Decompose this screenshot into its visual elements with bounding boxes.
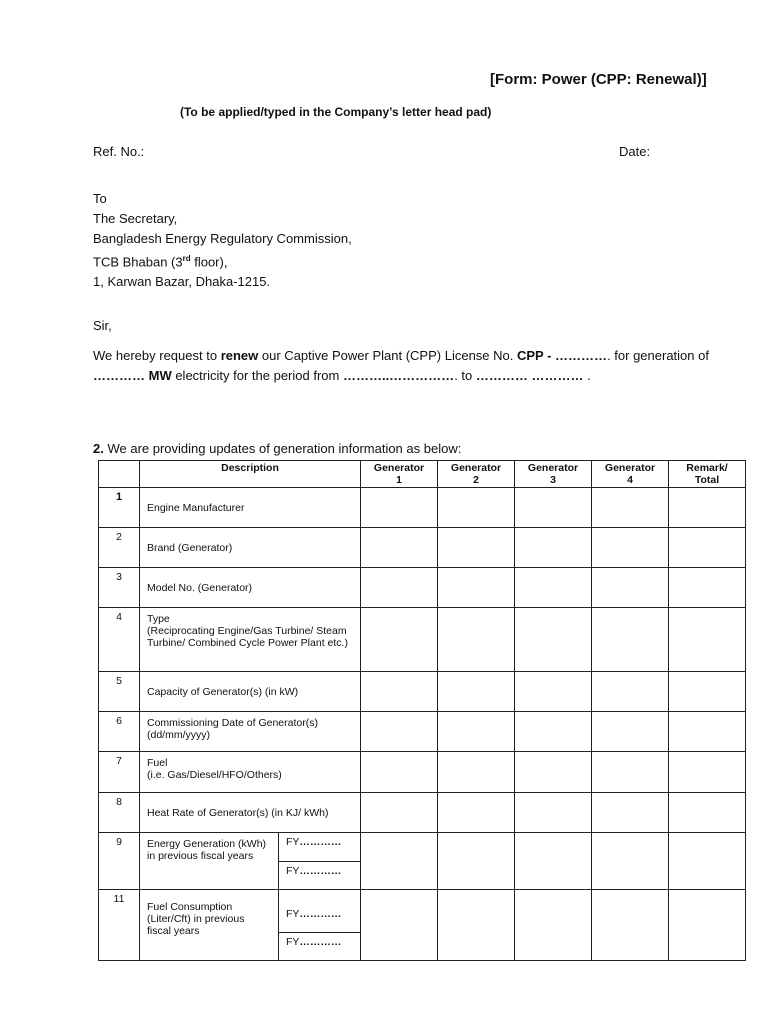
- row-description: Capacity of Generator(s) (in kW): [140, 672, 361, 712]
- data-cell[interactable]: [515, 528, 592, 568]
- table-row: [99, 488, 746, 528]
- desc-text: Energy Generation (kWh) in previous fiscal years: [147, 838, 267, 862]
- mw-blank: ………… MW: [93, 368, 172, 383]
- fy-blank: …………: [299, 836, 342, 848]
- data-cell[interactable]: [515, 712, 592, 752]
- data-cell[interactable]: [592, 528, 669, 568]
- data-cell[interactable]: [592, 833, 669, 890]
- generation-info-table: [98, 460, 746, 961]
- data-cell[interactable]: [592, 568, 669, 608]
- table-header-row: [99, 461, 746, 488]
- data-cell[interactable]: [361, 712, 438, 752]
- row-number: 11: [99, 890, 140, 961]
- data-cell[interactable]: [361, 890, 438, 961]
- table-row: [99, 712, 746, 752]
- period-to-blank: ………… …………: [475, 368, 584, 383]
- fy-blank: …………: [299, 865, 342, 877]
- request-text: We hereby request to: [93, 348, 221, 363]
- fiscal-year-cell[interactable]: [279, 890, 361, 933]
- cpp-license-blank: CPP - …………: [517, 348, 608, 363]
- data-cell[interactable]: [669, 528, 746, 568]
- ordinal-suffix: rd: [182, 254, 191, 263]
- header-text: Generator: [450, 462, 502, 474]
- row-number: 7: [99, 752, 140, 793]
- fiscal-year-cell[interactable]: [279, 833, 361, 862]
- row-description: Brand (Generator): [140, 528, 361, 568]
- table-row: [99, 752, 746, 793]
- row-description: [140, 712, 361, 752]
- data-cell[interactable]: [361, 488, 438, 528]
- row-number: 2: [99, 528, 140, 568]
- row-number: 9: [99, 833, 140, 890]
- row-description: [140, 890, 279, 961]
- desc-title: Fuel: [147, 757, 168, 769]
- data-cell[interactable]: [438, 528, 515, 568]
- header-text: Generator: [604, 462, 656, 474]
- data-cell[interactable]: [515, 568, 592, 608]
- request-paragraph: [93, 346, 709, 386]
- request-text: . for generation of: [607, 348, 709, 363]
- desc-detail: (i.e. Gas/Diesel/HFO/Others): [147, 769, 282, 781]
- data-cell[interactable]: [669, 712, 746, 752]
- row-description: Heat Rate of Generator(s) (in KJ/ kWh): [140, 793, 361, 833]
- data-cell[interactable]: [438, 752, 515, 793]
- recipient-address: [93, 189, 352, 292]
- data-cell[interactable]: [592, 752, 669, 793]
- data-cell[interactable]: [438, 568, 515, 608]
- header-text: Remark/: [686, 462, 728, 474]
- row-description: Model No. (Generator): [140, 568, 361, 608]
- row-number: 3: [99, 568, 140, 608]
- desc-detail: (Reciprocating Engine/Gas Turbine/ Steam Turbine/ Combined Cycle Power Plant etc.): [147, 625, 348, 649]
- header-cell: [99, 461, 140, 488]
- data-cell[interactable]: [515, 833, 592, 890]
- table-row: [99, 890, 746, 933]
- data-cell[interactable]: [669, 608, 746, 672]
- header-text: 3: [550, 474, 556, 486]
- data-cell[interactable]: [361, 833, 438, 890]
- fy-blank: …………: [299, 908, 342, 920]
- data-cell[interactable]: [669, 568, 746, 608]
- header-generator-4: [592, 461, 669, 488]
- data-cell[interactable]: [361, 672, 438, 712]
- data-cell[interactable]: [669, 890, 746, 961]
- table-row: [99, 672, 746, 712]
- row-description: [140, 752, 361, 793]
- date-label: Date:: [619, 144, 651, 159]
- header-text: 4: [627, 474, 633, 486]
- table-row: [99, 608, 746, 672]
- row-description: Engine Manufacturer: [140, 488, 361, 528]
- header-text: 2: [473, 474, 479, 486]
- data-cell[interactable]: [592, 793, 669, 833]
- row-number: 6: [99, 712, 140, 752]
- header-generator-1: [361, 461, 438, 488]
- data-cell[interactable]: [669, 793, 746, 833]
- data-cell[interactable]: [515, 752, 592, 793]
- data-cell[interactable]: [592, 672, 669, 712]
- desc-text: Commissioning Date of Generator(s) (dd/mm/yyyy): [147, 717, 318, 741]
- table-row: [99, 528, 746, 568]
- address-line: The Secretary,: [93, 211, 178, 226]
- header-description: Description: [140, 461, 361, 488]
- fy-prefix: FY: [286, 936, 300, 948]
- data-cell[interactable]: [361, 752, 438, 793]
- data-cell[interactable]: [438, 672, 515, 712]
- data-cell[interactable]: [515, 890, 592, 961]
- data-cell[interactable]: [515, 672, 592, 712]
- data-cell[interactable]: [515, 608, 592, 672]
- fiscal-year-cell[interactable]: [279, 862, 361, 890]
- data-cell[interactable]: [669, 833, 746, 890]
- period-from-blank: ………..……………: [342, 368, 455, 383]
- data-cell[interactable]: [361, 568, 438, 608]
- address-line: [93, 249, 352, 272]
- header-remark-total: [669, 461, 746, 488]
- request-text: our Captive Power Plant (CPP) License No.: [258, 348, 517, 363]
- section-text: We are providing updates of generation information as below:: [103, 441, 462, 456]
- table-row: [99, 793, 746, 833]
- section-2-heading: [93, 441, 461, 456]
- ref-no-label: Ref. No.:: [93, 144, 145, 159]
- data-cell[interactable]: [438, 890, 515, 961]
- address-text: TCB Bhaban (3: [93, 254, 183, 270]
- data-cell[interactable]: [515, 793, 592, 833]
- address-line: 1, Karwan Bazar, Dhaka-1215.: [93, 274, 271, 290]
- section-number: 2.: [93, 441, 104, 456]
- header-text: Total: [694, 474, 720, 486]
- row-number: 4: [99, 608, 140, 672]
- data-cell[interactable]: [438, 712, 515, 752]
- form-title: [Form: Power (CPP: Renewal)]: [490, 71, 707, 88]
- data-cell[interactable]: [361, 528, 438, 568]
- data-cell[interactable]: [669, 672, 746, 712]
- fy-blank: …………: [299, 936, 342, 948]
- data-cell[interactable]: [592, 890, 669, 961]
- header-text: 1: [396, 474, 402, 486]
- data-cell[interactable]: [438, 488, 515, 528]
- fy-prefix: FY: [286, 908, 300, 920]
- data-cell[interactable]: [361, 608, 438, 672]
- data-cell[interactable]: [438, 793, 515, 833]
- salutation: Sir,: [93, 318, 112, 333]
- data-cell[interactable]: [592, 608, 669, 672]
- row-number: 1: [99, 488, 140, 528]
- request-text: .: [583, 368, 591, 383]
- row-description: [140, 608, 361, 672]
- request-text: . to: [454, 368, 476, 383]
- request-text: electricity for the period from: [171, 368, 343, 383]
- row-number: 8: [99, 793, 140, 833]
- row-description: [140, 833, 279, 890]
- data-cell[interactable]: [669, 752, 746, 793]
- address-line: Bangladesh Energy Regulatory Commission,: [93, 231, 352, 246]
- letterhead-note: (To be applied/typed in the Company’s letter head pad): [180, 105, 492, 119]
- data-cell[interactable]: [438, 833, 515, 890]
- data-cell[interactable]: [669, 488, 746, 528]
- table-row: [99, 833, 746, 862]
- fy-prefix: FY: [286, 865, 300, 877]
- data-cell[interactable]: [592, 712, 669, 752]
- data-cell[interactable]: [515, 488, 592, 528]
- desc-text: Fuel Consumption (Liter/Cft) in previous fiscal years: [147, 901, 245, 937]
- desc-title: Type: [147, 613, 170, 625]
- header-generator-3: [515, 461, 592, 488]
- fy-prefix: FY: [286, 836, 300, 848]
- header-text: Generator: [527, 462, 579, 474]
- header-generator-2: [438, 461, 515, 488]
- address-text: floor),: [190, 254, 228, 270]
- data-cell[interactable]: [438, 608, 515, 672]
- renew-word: renew: [220, 348, 259, 363]
- address-to: To: [93, 191, 107, 206]
- row-number: 5: [99, 672, 140, 712]
- data-cell[interactable]: [592, 488, 669, 528]
- header-text: Generator: [373, 462, 425, 474]
- data-cell[interactable]: [361, 793, 438, 833]
- table-row: [99, 568, 746, 608]
- fiscal-year-cell[interactable]: [279, 933, 361, 961]
